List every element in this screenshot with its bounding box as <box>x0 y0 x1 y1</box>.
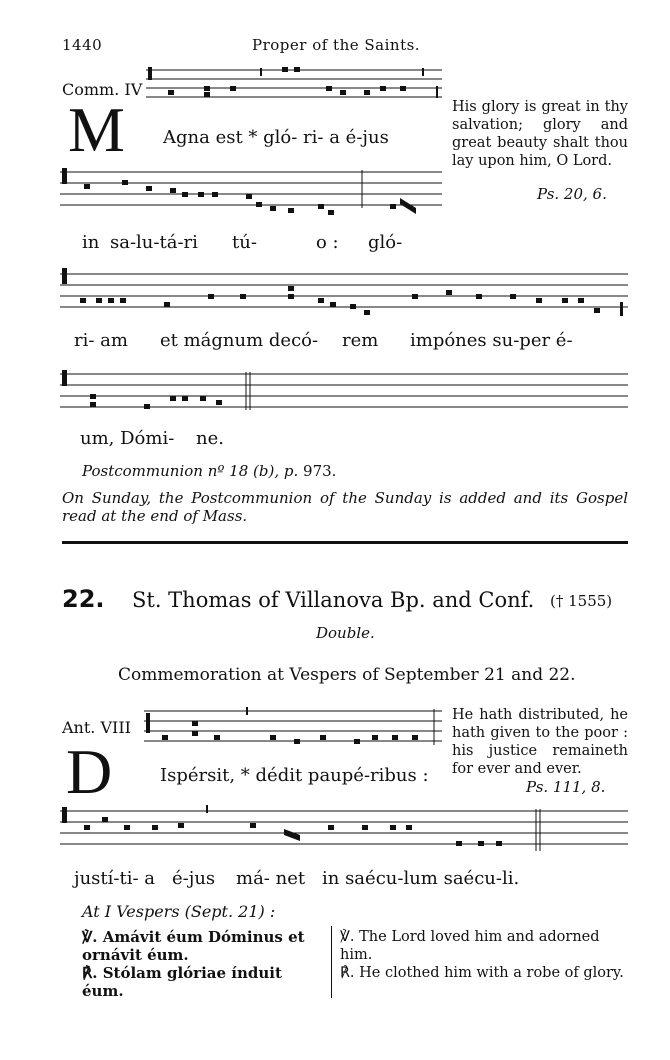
antiphon-lyric-1: Ispérsit, * dédit paupé-ribus : <box>160 765 429 786</box>
communion-lyric-2b: sa-lu-tá-ri <box>110 232 198 253</box>
communion-lyric-2e: gló- <box>368 232 403 253</box>
communion-lyric-4b: ne. <box>196 428 224 449</box>
communion-lyric-1: Agna est * gló- ri- a é-jus <box>163 127 389 148</box>
communion-lyric-3b: et mágnum decó- <box>160 330 319 351</box>
communion-lyric-3a: ri- am <box>74 330 128 351</box>
chant-staff-communion-3 <box>60 264 628 332</box>
postcommunion-label: Postcommunion nº 18 (b), p. <box>82 462 299 480</box>
vespers-latin-response: ℟. Stólam glóriae índuit éum. <box>82 964 282 1000</box>
feast-number: 22. <box>62 585 105 613</box>
vespers-heading: At I Vespers (Sept. 21) : <box>82 902 276 921</box>
vespers-english <box>340 928 628 982</box>
vespers-english-versicle: ℣. The Lord loved him and adorned him. <box>340 929 600 963</box>
vespers-latin <box>82 928 326 1000</box>
chant-staff-antiphon-1 <box>144 705 442 751</box>
communion-lyric-3d: impónes su-per é- <box>410 330 573 351</box>
antiphon-translation: He hath distributed, he hath given to the poor : his justice remaineth for ever and ever. <box>452 707 628 777</box>
feast-title: St. Thomas of Villanova Bp. and Conf. <box>132 588 535 612</box>
chant-staff-communion-1 <box>146 64 442 104</box>
antiphon-lyric-2b: é-jus <box>172 868 216 889</box>
antiphon-lyric-2c: má- net <box>236 868 306 889</box>
communion-translation: His glory is great in thy salvation; glory and great beauty shalt thou lay upon him, O Lord. <box>452 99 628 169</box>
communion-lyric-2a: in <box>82 232 100 253</box>
column-divider <box>331 926 332 998</box>
antiphon-reference: Ps. 111, 8. <box>526 778 606 796</box>
antiphon-lyric-2a: justí-ti- a <box>74 868 156 889</box>
communion-initial: M <box>68 94 125 165</box>
running-title: Proper of the Saints. <box>252 36 421 54</box>
antiphon-label: Ant. VIII <box>62 718 131 737</box>
section-divider <box>62 541 628 544</box>
antiphon-initial: D <box>66 736 113 807</box>
postcommunion-page: 973. <box>303 462 337 480</box>
vespers-english-response: ℟. He clothed him with a robe of glory. <box>340 965 624 981</box>
communion-lyric-3c: rem <box>342 330 379 351</box>
communion-label: Comm. IV <box>62 80 143 99</box>
sunday-note: On Sunday, the Postcommunion of the Sunday is added and its Gospel read at the end of Mass. <box>62 489 628 525</box>
feast-rank: Double. <box>316 624 375 642</box>
page-number: 1440 <box>62 36 103 54</box>
communion-lyric-2c: tú- <box>232 232 257 253</box>
chant-staff-antiphon-2 <box>60 803 628 859</box>
communion-reference: Ps. 20, 6. <box>537 185 607 203</box>
commemoration-line: Commemoration at Vespers of September 21 and 22. <box>118 665 576 685</box>
postcommunion-ref <box>82 462 336 480</box>
feast-year: († 1555) <box>550 592 613 610</box>
chant-staff-communion-4 <box>60 366 628 422</box>
communion-lyric-2d: o : <box>316 232 339 253</box>
antiphon-lyric-2d: in saécu-lum saécu-li. <box>322 868 520 889</box>
vespers-latin-versicle: ℣. Amávit éum Dóminus et ornávit éum. <box>82 928 305 964</box>
chant-staff-communion-2 <box>60 164 442 232</box>
communion-lyric-4a: um, Dómi- <box>80 428 175 449</box>
